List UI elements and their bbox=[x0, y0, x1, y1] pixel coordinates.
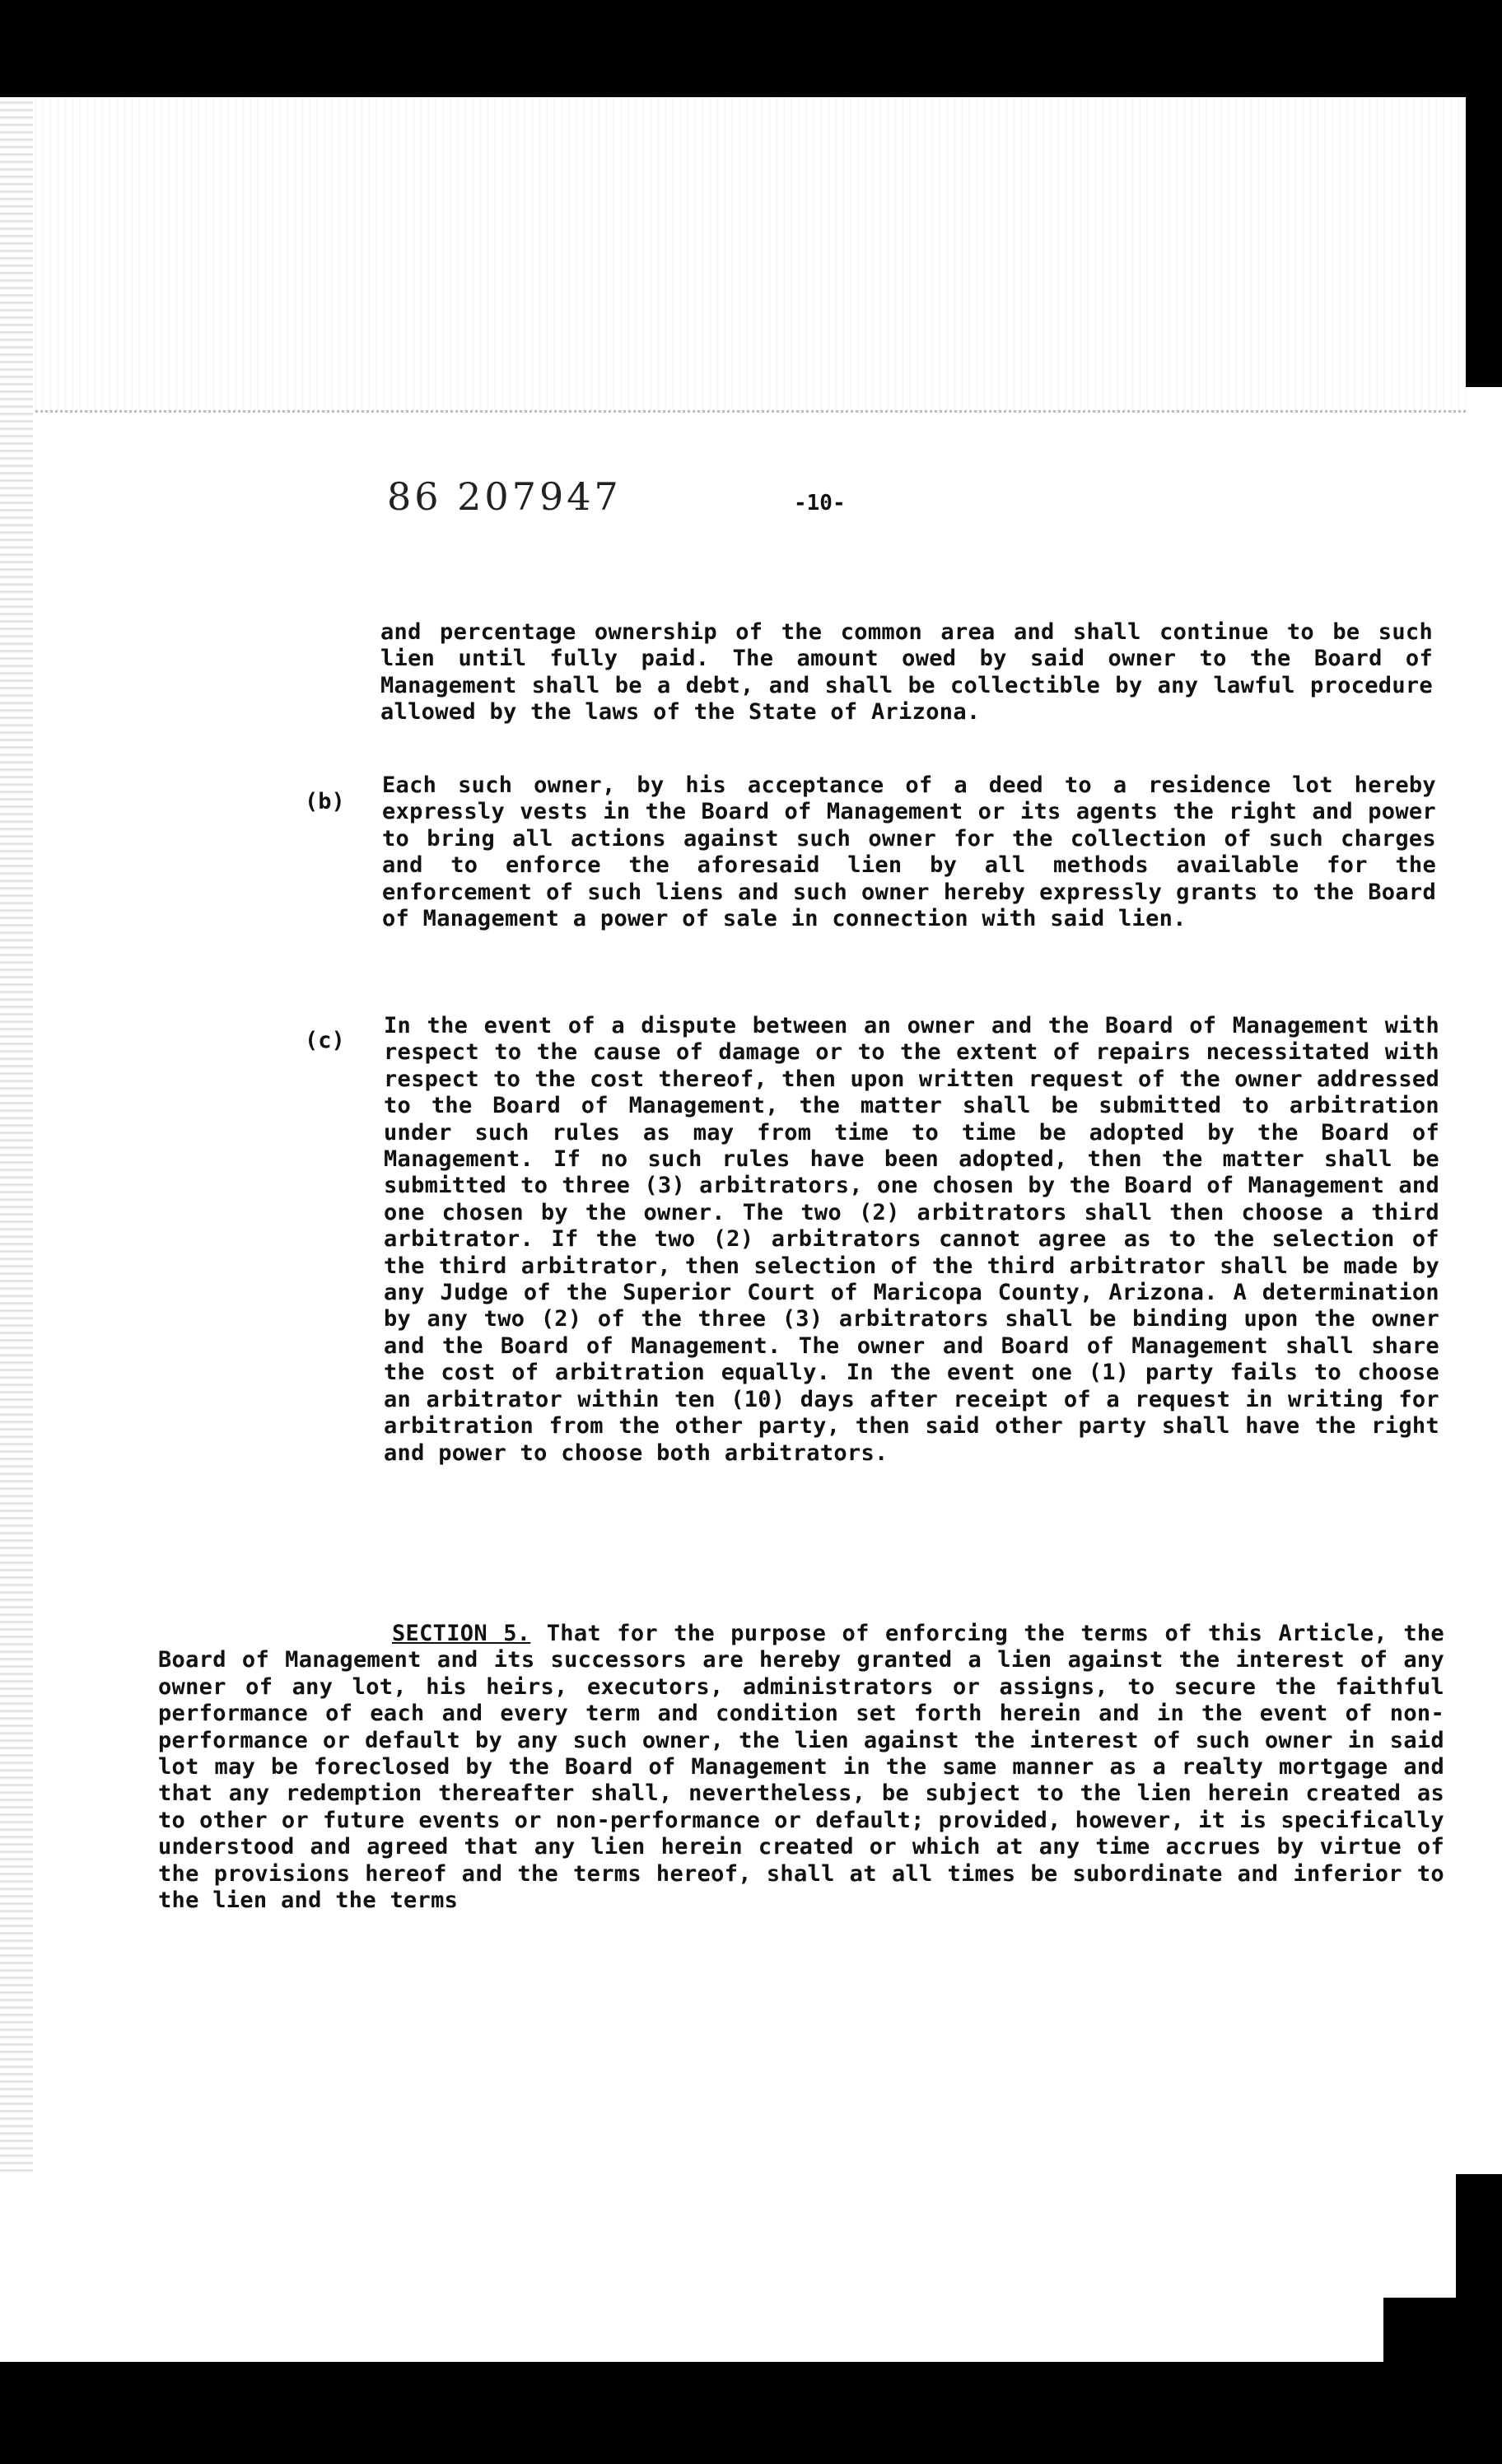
scan-border-bottom-right-corner bbox=[1383, 2298, 1502, 2364]
recording-number: 86 207947 bbox=[387, 474, 622, 519]
paragraph-c-marker: (c) bbox=[305, 1028, 345, 1053]
paragraph-b-marker: (b) bbox=[305, 789, 345, 814]
scan-border-bottom bbox=[0, 2362, 1502, 2464]
paragraph-b: Each such owner, by his acceptance of a deed to a residence lot hereby expressly vests in the Board of Management or its agents the right and power to bring all actions against such owner for the collection of such charges and to enforce the aforesaid lien by all methods available for the enforcement of such liens and such owner hereby expressly grants to the Board of Management a power of sale in connection with said lien. bbox=[382, 772, 1436, 932]
section-5-text: That for the purpose of enforcing the terms of this Article, the Board of Management and its successors are hereby granted a lien against the interest of any owner of any lot, his heirs, executors, administrators or assigns, to secure the faithful performance of each and every term and condition set forth herein and in the event of non-performance or default by any such owner, the lien against the interest of such owner in said lot may be foreclosed by the Board of Management in the same manner as a realty mortgage and that any redemption thereafter shall, nevertheless, be subject to the lien herein created as to other or future events or non-performance or default; provided, however, it is specifically understood and agreed that any lien herein created or which at any time accrues by virtue of the provisions hereof and the terms hereof, shall at all times be subordinate and inferior to the lien and the terms bbox=[158, 1621, 1444, 1914]
paragraph-a-continued: and percentage ownership of the common area and shall continue to be such lien until fully paid. The amount owed by said owner to the Board of Management shall be a debt, and shall be collectible by any lawful procedure allowed by the laws of the State of Arizona. bbox=[380, 619, 1433, 726]
section-5-heading: SECTION 5. bbox=[392, 1621, 531, 1646]
scan-border-top-right bbox=[1466, 0, 1502, 387]
scan-border-top bbox=[0, 0, 1502, 97]
section-5 bbox=[158, 1621, 1444, 1914]
paragraph-c: In the event of a dispute between an owner and the Board of Management with respect to the cause of damage or to the extent of repairs necessitated with respect to the cost thereof, then upon written request of the owner addressed to the Board of Management, the matter shall be submitted to arbitration under such rules as may from time to time be adopted by the Board of Management. If no such rules have been adopted, then the matter shall be submitted to three (3) arbitrators, one chosen by the Board of Management and one chosen by the owner. The two (2) arbitrators shall then choose a third arbitrator. If the two (2) arbitrators cannot agree as to the selection of the third arbitrator, then selection of the third arbitrator shall be made by any Judge of the Superior Court of Maricopa County, Arizona. A determination by any two (2) of the three (3) arbitrators shall be binding upon the owner and the Board of Management. The owner and Board of Management shall share the cost of arbitration equally. In the event one (1) party fails to choose an arbitrator within ten (10) days after receipt of a request in writing for arbitration from the other party, then said other party shall have the right and power to choose both arbitrators. bbox=[384, 1013, 1439, 1466]
scan-speckle-left bbox=[0, 97, 33, 2172]
page-number: -10- bbox=[794, 491, 846, 516]
previous-page-edge bbox=[0, 97, 1466, 413]
